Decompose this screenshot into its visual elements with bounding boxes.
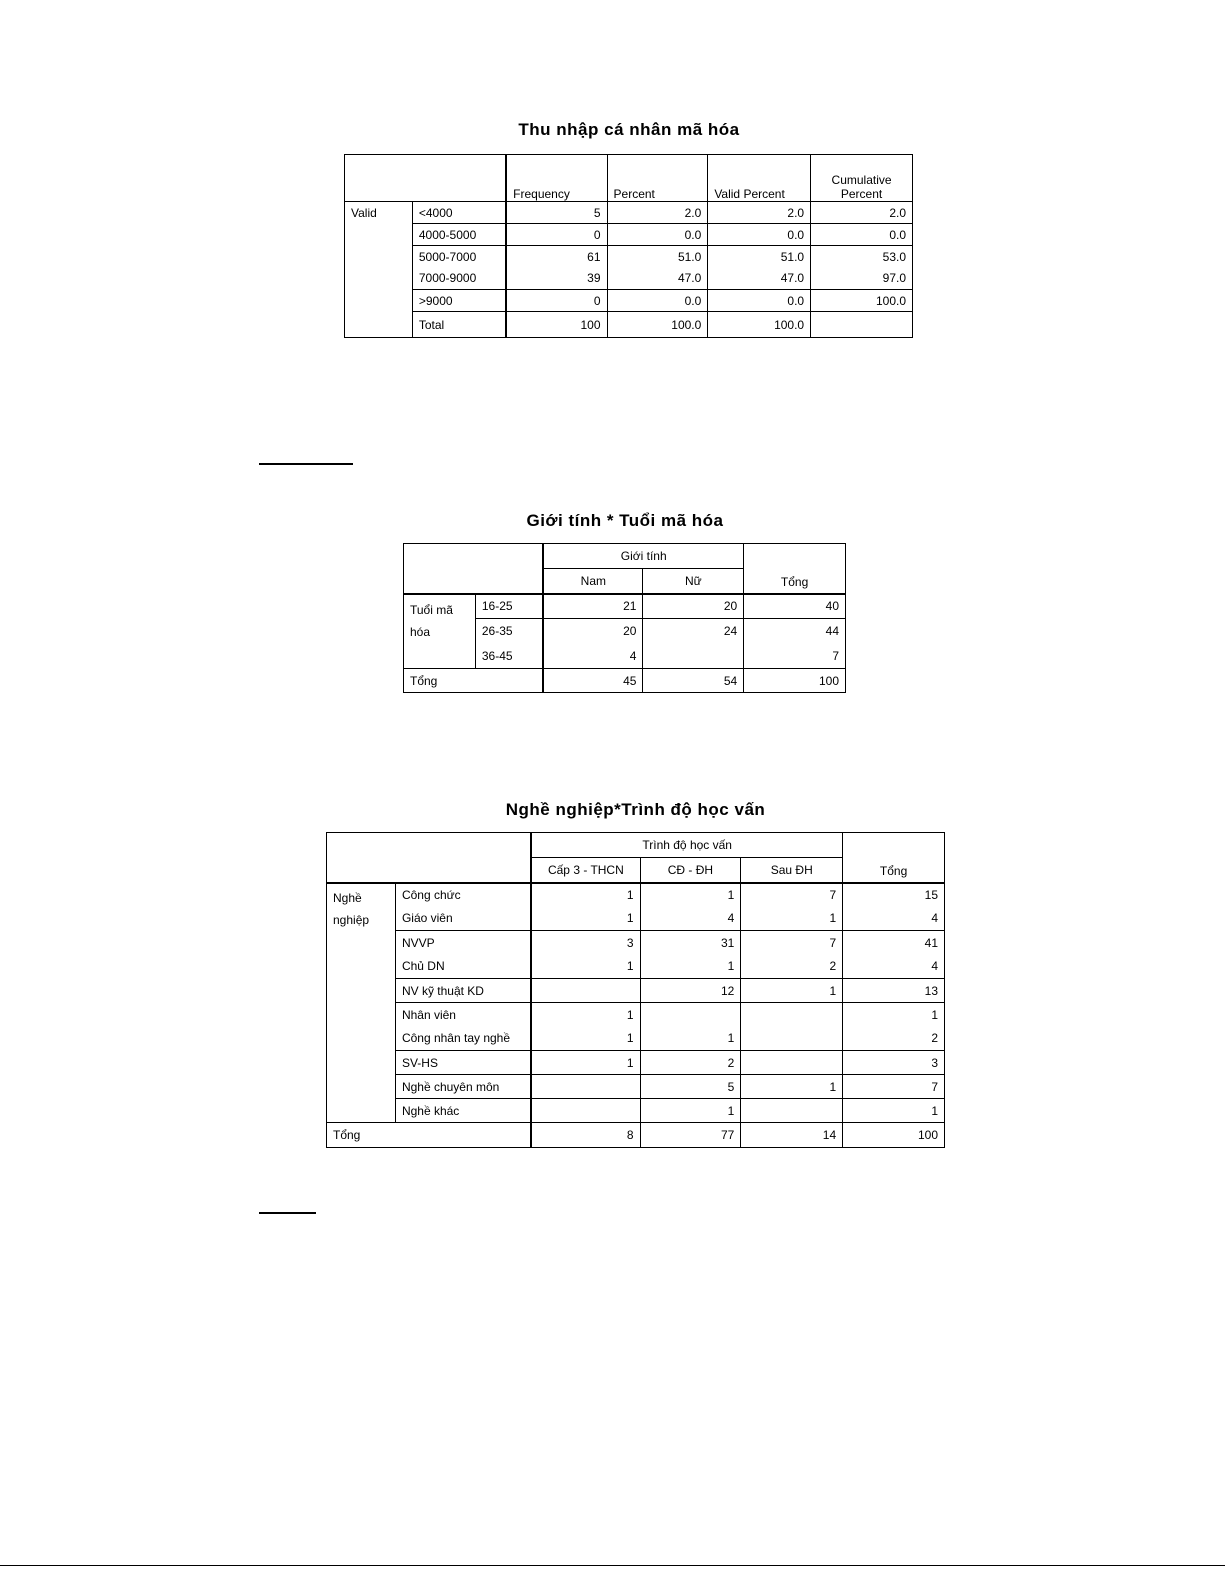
cell — [531, 1099, 640, 1123]
table1-col-cumulative-percent: Cumulative Percent — [811, 155, 913, 202]
cell: 77 — [640, 1123, 741, 1148]
cell — [643, 644, 744, 669]
row-label: Nghề chuyên môn — [395, 1075, 531, 1099]
row-label: Tổng — [404, 669, 544, 693]
cell: 7 — [843, 1075, 945, 1099]
cell: 3 — [531, 931, 640, 955]
table1-title: Thu nhập cá nhân mã hóa — [518, 120, 740, 139]
table1-col-valid-percent: Valid Percent — [708, 155, 811, 202]
cell: 2 — [843, 1027, 945, 1051]
table-row — [345, 246, 913, 268]
cell: 7 — [744, 644, 846, 669]
cell: 51.0 — [708, 246, 811, 268]
cell: 31 — [640, 931, 741, 955]
table-row — [327, 1027, 945, 1051]
page-bottom-rule — [0, 1565, 1225, 1566]
cell: 20 — [543, 619, 643, 644]
cell: 12 — [640, 979, 741, 1003]
cell — [741, 1027, 843, 1051]
cell: 2.0 — [811, 202, 913, 224]
cell: 40 — [744, 594, 846, 619]
table2-header-row — [404, 544, 846, 569]
cell — [741, 1003, 843, 1027]
row-label: <4000 — [412, 202, 506, 224]
table3-col-sau-dh: Sau ĐH — [741, 858, 843, 883]
cell: 100 — [843, 1123, 945, 1148]
row-label: Nghề khác — [395, 1099, 531, 1123]
cell: 5 — [506, 202, 607, 224]
cell: 7 — [741, 883, 843, 907]
cell: 100.0 — [607, 312, 708, 338]
row-label: Công nhân tay nghề — [395, 1027, 531, 1051]
table3-row-group-label: Nghề nghiệp — [327, 883, 396, 1123]
cell: 1 — [531, 907, 640, 931]
income-frequency-table — [344, 154, 913, 338]
cell: 3 — [843, 1051, 945, 1075]
cell: 2.0 — [708, 202, 811, 224]
table2-title: Giới tính * Tuổi mã hóa — [526, 511, 724, 530]
cell: 1 — [640, 955, 741, 979]
cell — [741, 1051, 843, 1075]
cell: 1 — [531, 1003, 640, 1027]
table-row — [345, 202, 913, 224]
cell: 0 — [506, 290, 607, 312]
cell: 14 — [741, 1123, 843, 1148]
cell: 100 — [506, 312, 607, 338]
cell: 53.0 — [811, 246, 913, 268]
cell: 1 — [640, 1027, 741, 1051]
row-label: Tổng — [327, 1123, 532, 1148]
row-label: 4000-5000 — [412, 224, 506, 246]
table-row — [327, 1075, 945, 1099]
row-label: Nhân viên — [395, 1003, 531, 1027]
table3-header-row — [327, 833, 945, 858]
cell: 45 — [543, 669, 643, 693]
row-label: 7000-9000 — [412, 268, 506, 290]
table3-group-header: Trình độ học vấn — [531, 833, 842, 858]
table-row — [327, 955, 945, 979]
table-row — [327, 907, 945, 931]
row-label: 5000-7000 — [412, 246, 506, 268]
cell: 4 — [843, 907, 945, 931]
table-row — [345, 312, 913, 338]
table-row — [327, 1051, 945, 1075]
occupation-education-crosstab — [326, 832, 945, 1148]
row-label: >9000 — [412, 290, 506, 312]
cell: 0.0 — [811, 224, 913, 246]
table-row — [404, 669, 846, 693]
cell: 21 — [543, 594, 643, 619]
cell: 51.0 — [607, 246, 708, 268]
cell: 39 — [506, 268, 607, 290]
cell: 1 — [741, 907, 843, 931]
table-row — [327, 979, 945, 1003]
table3-title: Nghề nghiệp*Trình độ học vấn — [505, 800, 766, 819]
cell: 100.0 — [811, 290, 913, 312]
table2-group-header: Giới tính — [543, 544, 743, 569]
gender-age-crosstab — [403, 543, 846, 693]
cell: 0.0 — [607, 224, 708, 246]
cell — [811, 312, 913, 338]
row-label: Total — [412, 312, 506, 338]
cell: 1 — [531, 883, 640, 907]
table3-corner — [327, 833, 532, 883]
cell: 54 — [643, 669, 744, 693]
table3-col-cd-dh: CĐ - ĐH — [640, 858, 741, 883]
table3-total-header: Tổng — [843, 833, 945, 883]
cell: 7 — [741, 931, 843, 955]
cell: 8 — [531, 1123, 640, 1148]
cell: 1 — [741, 1075, 843, 1099]
cell: 0 — [506, 224, 607, 246]
cell: 15 — [843, 883, 945, 907]
table2-col-nam: Nam — [543, 569, 643, 594]
row-label: Giáo viên — [395, 907, 531, 931]
cell: 24 — [643, 619, 744, 644]
cell: 0.0 — [708, 224, 811, 246]
cell: 61 — [506, 246, 607, 268]
cell: 5 — [640, 1075, 741, 1099]
section-underline — [259, 463, 353, 465]
cell: 47.0 — [708, 268, 811, 290]
table1-header-row — [345, 155, 913, 202]
table-row — [345, 290, 913, 312]
cell: 1 — [531, 955, 640, 979]
cell: 2 — [640, 1051, 741, 1075]
cell: 4 — [543, 644, 643, 669]
section-underline — [259, 1212, 316, 1214]
table-row — [327, 1099, 945, 1123]
table-row — [327, 1003, 945, 1027]
cell — [741, 1099, 843, 1123]
row-label: 26-35 — [475, 619, 543, 644]
cell — [531, 979, 640, 1003]
cell: 1 — [843, 1099, 945, 1123]
cell: 47.0 — [607, 268, 708, 290]
cell: 44 — [744, 619, 846, 644]
cell: 0.0 — [607, 290, 708, 312]
cell: 20 — [643, 594, 744, 619]
table3-col-cap3: Cấp 3 - THCN — [531, 858, 640, 883]
row-label: 36-45 — [475, 644, 543, 669]
table2-corner — [404, 544, 544, 594]
cell: 97.0 — [811, 268, 913, 290]
row-label: SV-HS — [395, 1051, 531, 1075]
cell: 1 — [640, 883, 741, 907]
cell: 41 — [843, 931, 945, 955]
cell — [531, 1075, 640, 1099]
table-row — [345, 268, 913, 290]
table2-total-header: Tổng — [744, 544, 846, 594]
table2-col-nu: Nữ — [643, 569, 744, 594]
cell: 1 — [843, 1003, 945, 1027]
table1-corner — [345, 155, 507, 202]
cell: 100.0 — [708, 312, 811, 338]
table-row — [327, 931, 945, 955]
cell: 0.0 — [708, 290, 811, 312]
cell: 1 — [531, 1027, 640, 1051]
cell: 1 — [741, 979, 843, 1003]
row-label: NVVP — [395, 931, 531, 955]
cell: 2 — [741, 955, 843, 979]
cell: 2.0 — [607, 202, 708, 224]
cell: 1 — [640, 1099, 741, 1123]
cell: 1 — [531, 1051, 640, 1075]
row-label: Công chức — [395, 883, 531, 907]
table1-col-percent: Percent — [607, 155, 708, 202]
cell: 4 — [640, 907, 741, 931]
table1-col-frequency: Frequency — [506, 155, 607, 202]
cell — [640, 1003, 741, 1027]
row-label: 16-25 — [475, 594, 543, 619]
table2-row-group-label: Tuổi mã hóa — [404, 594, 476, 669]
table-row — [345, 224, 913, 246]
table1-group-label: Valid — [345, 202, 413, 338]
row-label: NV kỹ thuật KD — [395, 979, 531, 1003]
cell: 13 — [843, 979, 945, 1003]
cell: 4 — [843, 955, 945, 979]
table-row — [404, 594, 846, 619]
cell: 100 — [744, 669, 846, 693]
row-label: Chủ DN — [395, 955, 531, 979]
table-row — [327, 883, 945, 907]
table-row — [327, 1123, 945, 1148]
